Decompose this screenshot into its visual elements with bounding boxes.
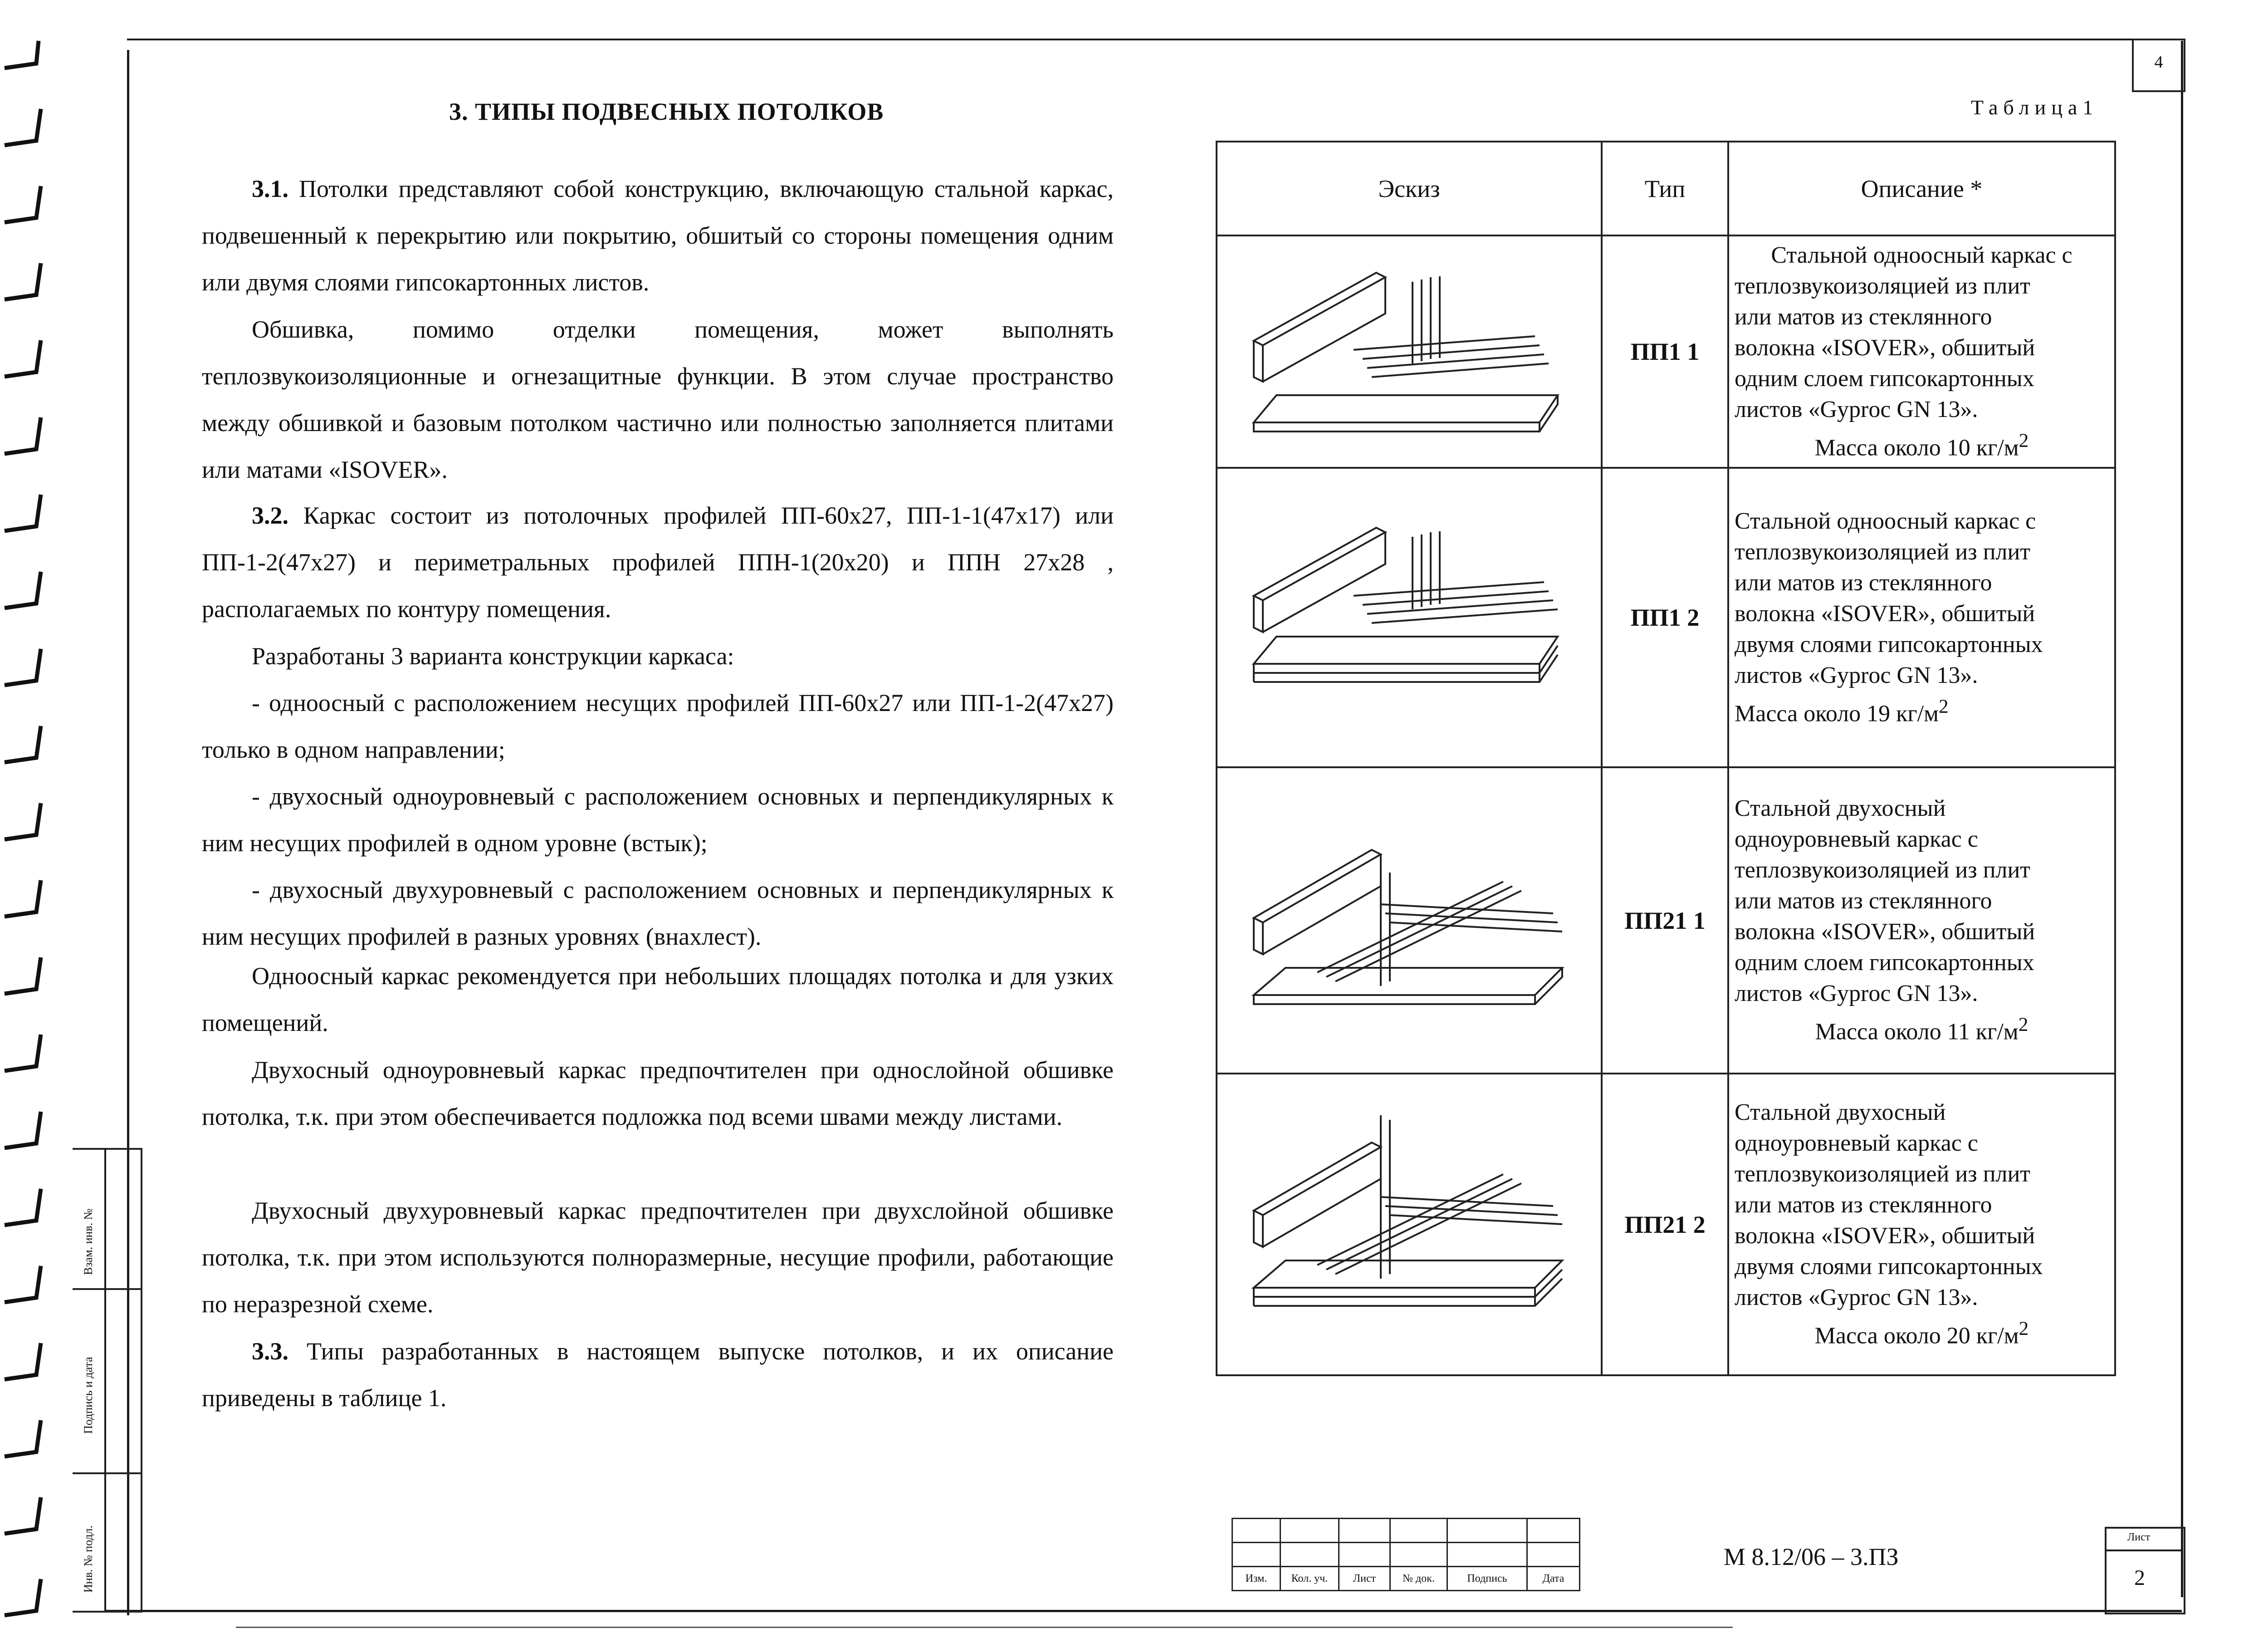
title-block-grid — [1232, 1518, 1580, 1591]
list-item-uniaxial: - одноосный с расположением несущих профилей ПП-60х27 или ПП-1-2(47х27) только в одном направлении; — [202, 689, 1114, 763]
sketch-drawing — [1217, 469, 1601, 764]
desc-line: двумя слоями гипсокартонных — [1735, 631, 2043, 657]
list-item-biaxial-double: - двухосный двухуровневый с расположением основных и перпендикулярных к ним несущих профилей в разных уровнях (внахлест). — [202, 876, 1114, 950]
table-label: Таблица1 — [1971, 96, 2099, 119]
binding-marks — [0, 0, 64, 1633]
list-label: Лист — [2127, 1531, 2151, 1543]
clause-text: Потолки представляют собой конструкцию, включающую стальной каркас, подвешенный к перекрытию или покрытию, обшитый со стороны помещения одним или двумя слоями гипсокартонных листов. — [202, 175, 1114, 296]
paragraph-3-2 — [202, 492, 1114, 633]
clause-text: Каркас состоит из потолочных профилей ПП-60х27, ПП-1-1(47х17) или ПП-1-2(47х27) и периметральных профилей ППН-1(20х20) и ППН 27х28 , располагаемых по контуру помещения. — [202, 502, 1114, 623]
mass-value: Масса около 11 $кг/м^2$ — [1815, 1014, 2028, 1045]
description-pp1-2 — [1728, 468, 2115, 767]
table-row — [1217, 468, 2115, 767]
desc-line: волокна «ISOVER», обшитый — [1735, 1223, 2035, 1249]
paragraph-biaxial-single-note: Двухосный одноуровневый каркас предпочтителен при однослойной обшивке потолка, т.к. при этом обеспечивается подложка под всеми швами между листами. — [202, 1056, 1114, 1130]
desc-line: листов «Gyproc GN 13». — [1735, 396, 1978, 422]
desc-line: одним слоем гипсокартонных — [1735, 950, 2034, 976]
desc-line: волокна «ISOVER», обшитый — [1735, 600, 2035, 627]
desc-line: одноуровневый каркас с — [1735, 1130, 1978, 1157]
document-id: М 8.12/06 – 3.ПЗ — [1724, 1543, 1899, 1570]
sketch-pp21-2 — [1217, 1074, 1602, 1375]
paragraph-cladding: Обшивка, помимо отделки помещения, может выполнять теплозвукоизоляционные и огнезащитные функции. В этом случае пространство между обшивкой и базовым потолком частично или полностью заполняется плитами или матами «ISOVER». — [202, 316, 1114, 483]
side-label-vzam: Взам. инв. № — [82, 1208, 95, 1275]
desc-line: или матов из стеклянного — [1735, 569, 1992, 596]
frame-bottom — [104, 1610, 2182, 1612]
desc-line: листов «Gyproc GN 13». — [1735, 1285, 1978, 1311]
clause-number: 3.3. — [252, 1338, 288, 1365]
desc-line: листов «Gyproc GN 13». — [1735, 662, 1978, 688]
desc-line: или матов из стеклянного — [1735, 888, 1992, 914]
desc-line: листов «Gyproc GN 13». — [1735, 981, 1978, 1007]
table-row — [1217, 1074, 2115, 1375]
description-pp21-2 — [1728, 1074, 2115, 1375]
desc-line: Стальной двухосный — [1735, 1099, 1946, 1126]
mass-value: Масса около 20 $кг/м^2$ — [1814, 1318, 2029, 1349]
description-pp1-1 — [1728, 235, 2115, 468]
mass-value: Масса около 10 $кг/м^2$ — [1814, 429, 2029, 461]
sheet-number: 4 — [2132, 39, 2185, 92]
desc-line: теплозвукоизоляцией из плит — [1735, 857, 2031, 883]
type-pp21-2: ПП21 2 — [1602, 1074, 1728, 1375]
header-description: Описание * — [1728, 142, 2115, 235]
frame-right — [2181, 41, 2183, 1597]
side-label-podpis: Подпись и дата — [82, 1357, 95, 1434]
header-type: Тип — [1602, 142, 1728, 235]
sketch-drawing — [1217, 768, 1601, 1070]
mass-value: Масса около 19 $кг/м^2$ — [1735, 695, 1949, 727]
desc-line: двумя слоями гипсокартонных — [1735, 1254, 2043, 1280]
desc-line: волокна «ISOVER», обшитый — [1735, 919, 2035, 945]
side-stamp-divider — [104, 1148, 106, 1611]
clause-text: Типы разработанных в настоящем выпуске потолков, и их описание приведены в таблице 1. — [202, 1338, 1114, 1412]
clause-number: 3.1. — [252, 175, 288, 202]
sketch-pp21-1 — [1217, 767, 1602, 1074]
sketch-pp1-1 — [1217, 235, 1602, 468]
desc-line: волокна «ISOVER», обшитый — [1735, 334, 2035, 361]
list-number: 2 — [2134, 1566, 2145, 1590]
paragraph-variants: Разработаны 3 варианта конструкции каркаса: — [252, 642, 734, 670]
desc-line: теплозвукоизоляцией из плит — [1735, 539, 2031, 565]
col-list: Лист — [1339, 1567, 1390, 1591]
desc-line: теплозвукоизоляцией из плит — [1735, 1161, 2031, 1187]
desc-line: одноуровневый каркас с — [1735, 826, 1978, 853]
col-podpis: Подпись — [1447, 1567, 1527, 1591]
sketch-pp1-2 — [1217, 468, 1602, 767]
desc-line: или матов из стеклянного — [1735, 1192, 1992, 1218]
ceiling-types-table — [1216, 141, 2116, 1376]
paragraph-uniaxial-note: Одноосный каркас рекомендуется при небольших площадях потолка и для узких помещений. — [202, 962, 1114, 1036]
list-item-biaxial-single: - двухосный одноуровневый с расположением основных и перпендикулярных к ним несущих профилей в одном уровне (встык); — [202, 783, 1114, 857]
col-izm: Изм. — [1232, 1567, 1281, 1591]
sketch-drawing — [1217, 1074, 1601, 1372]
col-data: Дата — [1527, 1567, 1580, 1591]
desc-line: теплозвукоизоляцией из плит — [1735, 273, 2031, 299]
type-pp21-1: ПП21 1 — [1602, 767, 1728, 1074]
side-label-inv: Инв. № подл. — [82, 1525, 95, 1593]
sketch-drawing — [1217, 236, 1601, 466]
list-box-divider — [2105, 1550, 2182, 1551]
scan-bottom-line — [236, 1627, 1733, 1628]
desc-line: или матов из стеклянного — [1735, 304, 1992, 330]
col-kol-uch: Кол. уч. — [1281, 1567, 1339, 1591]
type-pp1-2: ПП1 2 — [1602, 468, 1728, 767]
page-title: 3. ТИПЫ ПОДВЕСНЫХ ПОТОЛКОВ — [449, 98, 884, 125]
frame-top — [127, 39, 2182, 40]
paragraph-3-3 — [202, 1328, 1114, 1422]
col-nom-dok: № док. — [1390, 1567, 1447, 1591]
paragraph-biaxial-double-note: Двухосный двухуровневый каркас предпочтителен при двухслойной обшивке потолка, т.к. при этом используются полноразмерные, несущие профили, работающие по неразрезной схеме. — [202, 1197, 1114, 1318]
header-sketch: Эскиз — [1217, 142, 1602, 235]
desc-line: Стальной одноосный каркас с — [1735, 508, 2036, 534]
desc-line: Стальной одноосный каркас с — [1771, 242, 2072, 268]
paragraph-3-1 — [202, 166, 1114, 306]
desc-line: Стальной двухосный — [1735, 795, 1946, 822]
description-pp21-1 — [1728, 767, 2115, 1074]
table-row — [1217, 767, 2115, 1074]
desc-line: одним слоем гипсокартонных — [1735, 365, 2034, 392]
clause-number: 3.2. — [252, 502, 288, 529]
table-row — [1217, 235, 2115, 468]
type-pp1-1: ПП1 1 — [1602, 235, 1728, 468]
